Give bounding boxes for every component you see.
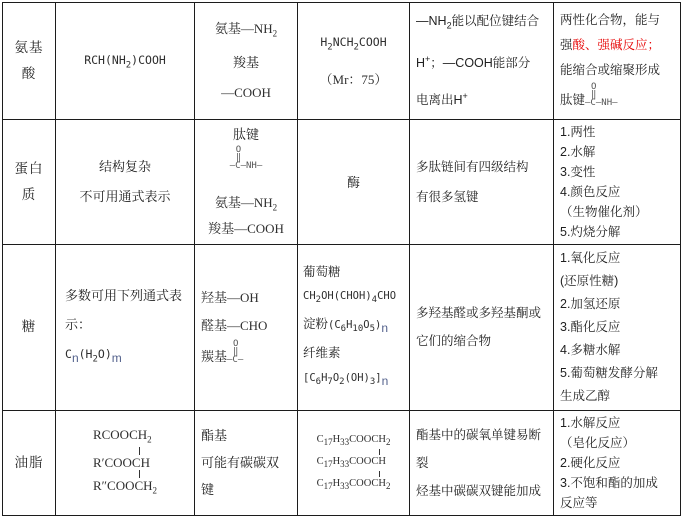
- peptide-bond-structure-icon: O ‖ —C—NH—: [585, 82, 618, 109]
- sugar-general-formula: $Cn(H_2O)m$: [65, 346, 122, 365]
- cell-sugar-property: [410, 244, 554, 410]
- protein-reaction-item: 4.颜色反应: [560, 184, 621, 199]
- category-label: 油脂: [14, 454, 44, 470]
- cell-sugar-reactions: [554, 244, 681, 410]
- bond-line-icon: [139, 447, 140, 455]
- starch-label: 淀粉: [303, 317, 329, 332]
- protein-reaction-item: 5.灼烧分解: [560, 224, 621, 239]
- sugar-reaction-item: 3.酯化反应: [560, 319, 621, 334]
- fat-reaction-item: 反应等: [560, 495, 598, 510]
- glyceride-structure: $RCOOCH_2$ R′COOCH $R''COOCH_2$: [92, 426, 158, 496]
- carbonyl-group-line: [201, 340, 294, 371]
- carbonyl-label: 羰基: [201, 348, 228, 364]
- amino-reaction-line: 两性化合物，能与: [560, 13, 661, 28]
- sugar-general-note: 示：: [65, 316, 92, 332]
- peptide-bond-label: 肽键: [560, 93, 586, 108]
- fat-group-note: 可能有碳碳双: [201, 455, 280, 471]
- cell-protein-example: [298, 119, 410, 244]
- peptide-bond-label: 肽键: [232, 126, 259, 142]
- row-sugar: [3, 244, 681, 410]
- fat-group-note: 键: [201, 482, 215, 498]
- fat-property-line: 裂: [416, 455, 429, 470]
- glycine-mr: （Mr：75）: [319, 71, 388, 87]
- protein-structure-note: 结构复杂: [98, 158, 151, 174]
- sugar-reaction-item: 4.多糖水解: [560, 342, 621, 357]
- fat-reaction-item: 3.不饱和酯的加成: [560, 475, 658, 490]
- cell-category-sugar: [3, 244, 56, 410]
- ester-group-label: 酯基: [201, 428, 228, 444]
- cell-category-fat: [3, 410, 56, 515]
- cell-amino-general-formula: [56, 3, 195, 120]
- carboxyl-group: 羧基—COOH: [208, 221, 284, 237]
- sugar-property-line: 它们的缩合物: [416, 334, 492, 349]
- category-label: 酸: [21, 65, 37, 81]
- cell-amino-reactions: [554, 3, 681, 120]
- cell-sugar-general: [56, 244, 195, 410]
- amino-property-line: H+；—COOH能部分: [416, 53, 531, 70]
- compound-summary-table: [2, 2, 681, 516]
- category-label: 蛋白: [14, 160, 44, 176]
- amino-group: 氨基$—NH_2$: [214, 20, 278, 39]
- glucose-formula: $CH_2OH(CHOH)_4CHO$: [303, 290, 397, 306]
- bond-line-icon: [139, 470, 140, 478]
- category-label: 糖: [21, 319, 37, 335]
- cell-category-protein: [3, 119, 56, 244]
- sugar-property-line: 多羟基醛或多羟基酮或: [416, 306, 542, 321]
- protein-structure-note: 不可用通式表示: [79, 188, 171, 204]
- fat-property-line: 酯基中的碳氧单键易断: [416, 427, 542, 442]
- carboxyl-formula: —COOH: [221, 85, 271, 101]
- cell-fat-groups: [195, 410, 298, 515]
- aldehyde-group: 醛基—CHO: [201, 317, 268, 333]
- row-fat: [3, 410, 681, 515]
- cell-protein-general: [56, 119, 195, 244]
- cell-fat-example: [298, 410, 410, 515]
- sugar-reaction-item: (还原性糖): [560, 273, 619, 288]
- fat-property-line: 烃基中碳碳双键能加成: [416, 483, 542, 498]
- protein-reaction-item: 2.水解: [560, 144, 596, 159]
- hydroxyl-group: 羟基—OH: [201, 289, 259, 305]
- protein-property-line: 有很多氢键: [416, 189, 479, 204]
- cell-protein-reactions: [554, 119, 681, 244]
- sugar-reaction-item: 2.加氢还原: [560, 296, 621, 311]
- cell-fat-general: [56, 410, 195, 515]
- sugar-reaction-item: 1.氧化反应: [560, 250, 621, 265]
- cell-fat-property: [410, 410, 554, 515]
- cell-protein-property: [410, 119, 554, 244]
- cell-sugar-examples: [298, 244, 410, 410]
- amino-reaction-line: 能缩合或缩聚形成: [560, 63, 661, 78]
- amino-reaction-line: [560, 33, 677, 58]
- peptide-bond-structure-icon: O ‖ —C—NH—: [229, 144, 263, 171]
- fat-reaction-item: （皂化反应）: [560, 435, 636, 450]
- row-protein: [3, 119, 681, 244]
- cell-category-amino-acid: [3, 3, 56, 120]
- cell-sugar-groups: [195, 244, 298, 410]
- amino-property-line: $—NH_2$能以配位键结合: [416, 14, 540, 31]
- glucose-label: 葡萄糖: [303, 265, 341, 280]
- protein-reaction-item: 3.变性: [560, 164, 596, 179]
- cell-amino-property: [410, 3, 554, 120]
- fat-reaction-item: 1.水解反应: [560, 415, 621, 430]
- cell-fat-reactions: [554, 410, 681, 515]
- sugar-reaction-item: 生成乙醇: [560, 388, 611, 403]
- cell-protein-groups: [195, 119, 298, 244]
- protein-reaction-item: （生物催化剂）: [560, 204, 648, 219]
- sugar-reaction-item: 5.葡萄糖发酵分解: [560, 365, 658, 380]
- peptide-bond-line: [560, 83, 677, 113]
- carbonyl-structure-icon: O ‖ —C—: [227, 338, 244, 365]
- protein-reaction-item: 1.两性: [560, 124, 596, 139]
- enzyme-label: 酶: [346, 175, 360, 191]
- glycine-formula: $H_2NCH_2COOH$: [320, 35, 387, 53]
- cellulose-label: 纤维素: [303, 346, 341, 361]
- cell-amino-example: [298, 3, 410, 120]
- category-label: 氨基: [14, 39, 44, 55]
- cellulose-line: $[C_6H_7O_2(OH)_3]n$: [303, 372, 389, 389]
- amino-property-line: 电离出H+: [416, 90, 468, 107]
- category-label: 质: [21, 186, 37, 202]
- sugar-general-note: 多数可用下列通式表: [65, 287, 183, 303]
- row-amino-acid: [3, 3, 681, 120]
- fat-reaction-item: 2.硬化反应: [560, 455, 621, 470]
- cell-amino-groups: [195, 3, 298, 120]
- triolein-structure: $C_{17}H_{33}COOCH_2$ $C_{17}H_{33}COOCH$ $C_{17}H_{33}COOCH_2$: [316, 433, 391, 491]
- protein-property-line: 多肽链间有四级结构: [416, 159, 529, 174]
- amino-group: 氨基$—NH_2$: [214, 194, 278, 213]
- reaction-text: 强: [560, 38, 573, 53]
- carboxyl-label: 羧基: [232, 55, 259, 71]
- reaction-text-red: 酸、强碱反应；: [572, 38, 661, 53]
- amino-general-formula: $RCH(NH_2)COOH$: [84, 53, 166, 71]
- starch-line: 淀粉$(C_6H_{10}O_5)n$: [303, 317, 389, 336]
